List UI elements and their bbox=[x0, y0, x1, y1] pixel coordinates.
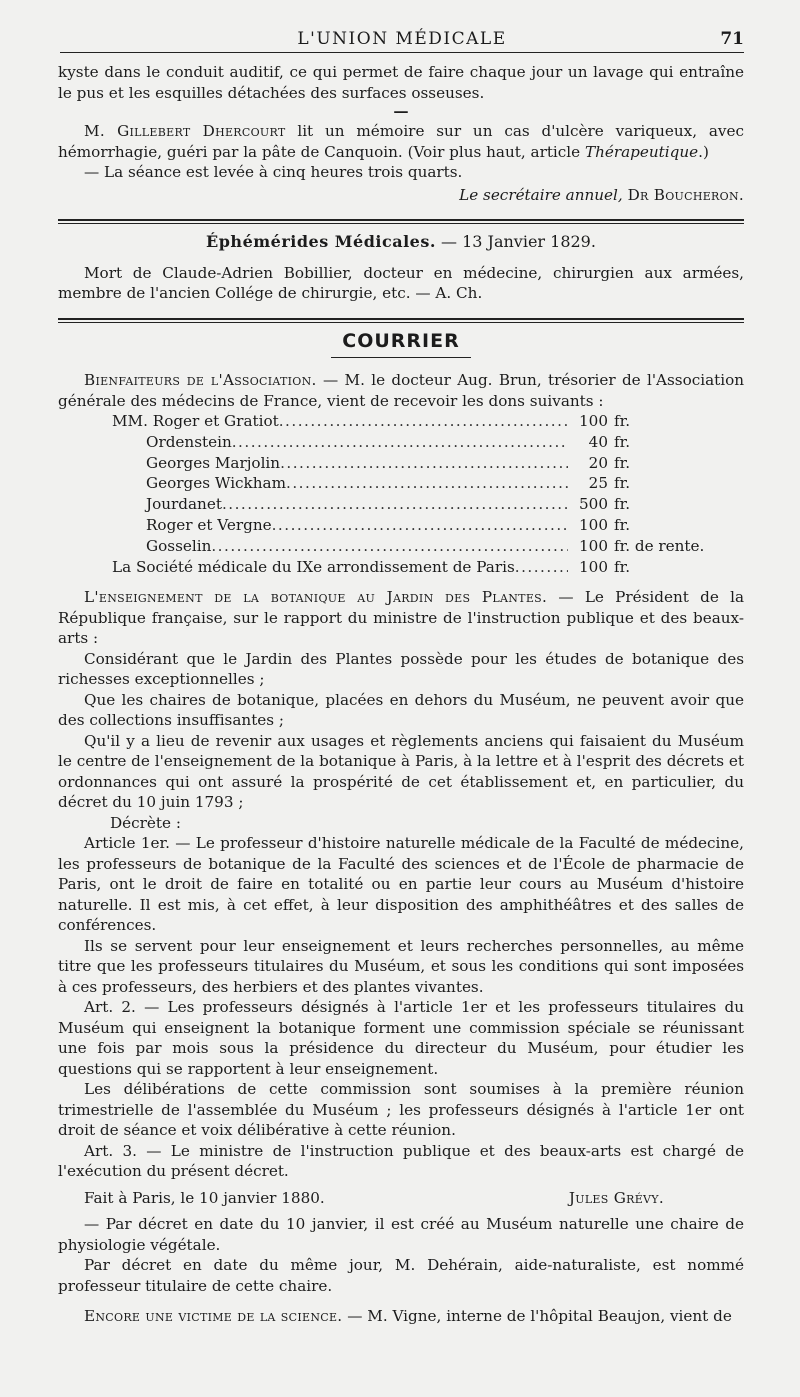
decree-signature-line bbox=[58, 1188, 744, 1209]
running-title: L'UNION MÉDICALE bbox=[297, 29, 507, 49]
author-name: M. Gillebert Dhercourt bbox=[84, 122, 286, 140]
paragraph-seance: — La séance est levée à cinq heures trois quarts. bbox=[84, 163, 463, 181]
ephemerides-heading: Éphémérides Médicales. — 13 Janvier 1829. bbox=[206, 232, 596, 251]
paragraph-bobillier: Mort de Claude-Adrien Bobillier, docteur en médecine, chirurgien aux armées, membre de l'ancien Collége de chirurgie, etc. — A. Ch. bbox=[58, 263, 744, 302]
paragraph-considerant: Considérant que le Jardin des Plantes possède pour les études de botanique des richesses exceptionnelles ; bbox=[58, 649, 744, 689]
paragraph-decret-deherain: Par décret en date du même jour, M. Dehérain, aide-naturaliste, est nommé professeur titulaire de cette chaire. bbox=[58, 1256, 744, 1295]
paragraph-decret-chaire: — Par décret en date du 10 janvier, il est créé au Muséum naturelle une chaire de physiologie végétale. bbox=[58, 1215, 744, 1254]
donation-row: Jourdanet ..... 500 fr. bbox=[58, 494, 744, 515]
donation-row: MM. Roger et Gratiot ..... 100 fr. bbox=[58, 411, 744, 432]
donation-row: Ordenstein ..... 40 fr. bbox=[58, 432, 744, 453]
donation-row: Gosselin ..... 100 fr. de rente. bbox=[58, 536, 744, 557]
cross-reference: Thérapeutique bbox=[584, 142, 699, 161]
paragraph-enseignement: L'enseignement de la botanique au Jardin des Plantes. — Le Président de la République française, sur le rapport du ministre de l'instruction publique et des beaux-arts : bbox=[58, 588, 745, 648]
article-body bbox=[58, 62, 744, 1327]
decree-date: Fait à Paris, le 10 janvier 1880. bbox=[84, 1188, 325, 1207]
courrier-heading: COURRIER bbox=[342, 329, 460, 352]
decree-signatory: Jules Grévy. bbox=[568, 1188, 664, 1207]
page-header bbox=[60, 26, 744, 53]
signature-secretaire: Le secrétaire annuel, Dr Boucheron. bbox=[459, 185, 744, 204]
paragraph-chaires: Que les chaires de botanique, placées en dehors du Muséum, ne peuvent avoir que des collections insuffisantes ; bbox=[58, 690, 744, 730]
donation-row: Georges Wickham ..... 25 fr. bbox=[58, 473, 744, 494]
paragraph-herbiers: Ils se servent pour leur enseignement et leurs recherches personnelles, au même titre que les professeurs titulaires du Muséum, et sous les conditions qui sont imposées à ces professeurs, des herbiers et des plantes vivantes. bbox=[58, 936, 744, 996]
article-2: Art. 2. — Les professeurs désignés à l'article 1er et les professeurs titulaires du Muséum qui enseignent la botanique forment une commission spéciale se réunissant une fois par mois sous la présidence du directeur du Muséum, pour étudier les questions qui se rapportent à leur enseignement. bbox=[58, 998, 744, 1078]
donation-row: Georges Marjolin ..... 20 fr. bbox=[58, 453, 744, 474]
paragraph-gillebert: M. Gillebert Dhercourt lit un mémoire sur un cas d'ulcère variqueux, avec hémorrhagie, guéri par la pâte de Canquoin. (Voir plus haut, article Thérapeutique.) bbox=[58, 122, 744, 161]
donations-list bbox=[58, 411, 744, 577]
section-rule bbox=[58, 318, 744, 323]
separator-dash: — bbox=[393, 102, 409, 120]
article-3: Art. 3. — Le ministre de l'instruction publique et des beaux-arts est chargé de l'exécution du présent décret. bbox=[58, 1141, 744, 1181]
article-1: Article 1er. — Le professeur d'histoire naturelle médicale de la Faculté de médecine, les professeurs de botanique de la Faculté des sciences et de l'École de pharmacie de Paris, ont le droit de faire en totalité ou en partie leur cours au Muséum d'histoire naturelle. Il est mis, à cet effet, à leur disposition des amphithéâtres et des salles de conférences. bbox=[58, 834, 744, 935]
heading-underline bbox=[331, 357, 471, 358]
paragraph-deliberations: Les délibérations de cette commission sont soumises à la première réunion trimestrielle de l'assemblée du Muséum ; les professeurs désignés à l'article 1er ont droit de séance et voix délibérative à cette réunion. bbox=[58, 1080, 744, 1140]
section-rule bbox=[58, 219, 744, 224]
paragraph-bienfaiteurs: Bienfaiteurs de l'Association. — M. le docteur Aug. Brun, trésorier de l'Association générale des médecins de France, vient de recevoir les dons suivants : bbox=[58, 371, 745, 410]
paragraph-usages: Qu'il y a lieu de revenir aux usages et règlements anciens qui faisaient du Muséum le centre de l'enseignement de la botanique à Paris, à la lettre et à l'esprit des décrets et ordonnances qui ont assuré la prospérité de cet établissement et, en particulier, du décret du 10 juin 1793 ; bbox=[58, 731, 744, 812]
paragraph-kyste: kyste dans le conduit auditif, ce qui permet de faire chaque jour un lavage qui entraîne le pus et les esquilles détachées des surfaces osseuses. bbox=[58, 63, 744, 102]
donation-row: Roger et Vergne ..... 100 fr. bbox=[58, 515, 744, 536]
paragraph-decrete: Décrète : bbox=[110, 813, 181, 832]
page-number: 71 bbox=[720, 29, 744, 49]
donation-row: La Société médicale du IXe arrondissement de Paris ..... 100 fr. bbox=[58, 557, 744, 578]
paragraph-victime: Encore une victime de la science. — M. Vigne, interne de l'hôpital Beaujon, vient de bbox=[84, 1307, 732, 1326]
